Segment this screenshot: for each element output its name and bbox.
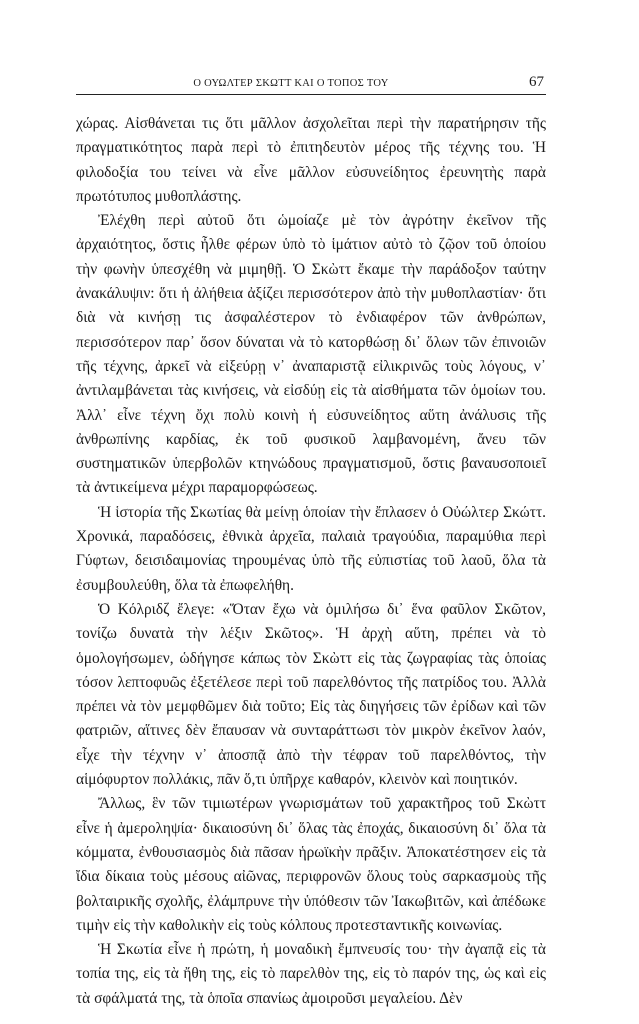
paragraph-2: Ἐλέχθη περὶ αὐτοῦ ὅτι ὡμοίαζε μὲ τὸν ἀγρότην ἐκεῖνον τῆς ἀρχαιότητος, ὅστις ἦλθε φέρων ὑπὸ τὸ ἱμάτιον αὐτὸ τὸ ζῷον τοῦ ὁποίου τὴν φωνὴν ὑπεσχέθη νὰ μιμηθῇ. Ὁ Σκὼττ ἔκαμε τὴν παράδοξον ταύτην ἀνακάλυψιν: ὅτι ἡ ἀλήθεια ἀξίζει περισσότερον ἀπὸ τὴν μυθοπλαστίαν· ὅτι διὰ νὰ κινήσῃ τις ἀσφαλέστερον τὸ ἐνδιαφέρον τῶν ἀνθρώπων, περισσότερον παρ᾽ ὅσον δύναται νὰ τὸ κατορθώσῃ δι᾽ ὅλων τῶν ἐπινοιῶν τῆς τέχνης, ἀρκεῖ νὰ εἰξεύρῃ ν᾽ ἀναπαριστᾷ εἰλικρινῶς τοὺς λόγους, ν᾽ ἀντιλαμβάνεται τὰς κινήσεις, νὰ εἰσδύῃ εἰς τὰ αἰσθήματα τῶν ὁμοίων του. Ἀλλ᾽ εἶνε τέχνη ὄχι πολὺ κοινὴ ἡ εὐσυνείδητος αὕτη ἀνάλυσις τῆς ἀνθρωπίνης καρδίας, ἐκ τοῦ φυσικοῦ λαμβανομένη, ἄνευ τῶν συστηματικῶν ὑπερβολῶν κτηνώδους πραγματισμοῦ, ὅστις βαναυσοποιεῖ τὰ ἀντικείμενα μέχρι παραμορφώσεως. (76, 212, 546, 497)
page-header (76, 74, 546, 96)
body-text (76, 112, 546, 1011)
page-number: 67 (529, 74, 544, 90)
header-rule (76, 94, 546, 95)
paragraph-6: Ἡ Σκωτία εἶνε ἡ πρώτη, ἡ μοναδικὴ ἔμπνευσίς του· τὴν ἀγαπᾷ εἰς τὰ τοπία της, εἰς τὰ ἤθη της, εἰς τὸ παρελθὸν της, εἰς τὸ παρόν της, ὡς καὶ εἰς τὰ σφάλματά της, τὰ ὁποῖα σπανίως ἀμοιροῦσι μεγαλείου. Δὲν (76, 941, 546, 1007)
paragraph-1: χώρας. Αἰσθάνεται τις ὅτι μᾶλλον ἀσχολεῖται περὶ τὴν παρατήρησιν τῆς πραγματικότητος παρὰ περὶ τὸ ἐπιτηδευτὸν μέρος τῆς τέχνης του. Ἡ φιλοδοξία του τείνει νὰ εἶνε μᾶλλον εὐσυνείδητος ἐρευνητὴς παρὰ πρωτότυπος μυθοπλάστης. (76, 115, 546, 205)
paragraph-3: Ἡ ἱστορία τῆς Σκωτίας θὰ μείνῃ ὁποίαν τὴν ἔπλασεν ὁ Οὐώλτερ Σκώττ. Χρονικά, παραδόσεις, ἐθνικὰ ἀρχεῖα, παλαιὰ τραγούδια, παραμύθια περὶ Γύφτων, δεισιδαιμονίας τηρουμένας ὑπὸ τῆς εὐπιστίας τοῦ λαοῦ, ὅλα τὰ ἐσυμβουλεύθη, ὅλα τὰ ἐπωφελήθη. (76, 503, 546, 594)
paragraph-4: Ὁ Κόλριδζ ἔλεγε: «Ὅταν ἔχω νὰ ὁμιλήσω δι᾽ ἕνα φαῦλον Σκῶτον, τονίζω δυνατὰ τὴν λέξιν Σκῶτος». Ἡ ἀρχὴ αὕτη, πρέπει νὰ τὸ ὁμολογήσωμεν, ὡδήγησε κάπως τὸν Σκὼττ εἰς τὰς ζωγραφίας τὰς ὁποίας τόσον λεπτοφυῶς ἐξετέλεσε περὶ τοῦ παρελθόντος τῆς πατρίδος του. Ἀλλὰ πρέπει νὰ τὸν μεμφθῶμεν διὰ τοῦτο; Εἰς τὰς διηγήσεις τῶν ἐρίδων καὶ τῶν φατριῶν, αἵτινες δὲν ἔπαυσαν νὰ συνταράττωσι τὸν μικρὸν ἐκεῖνον λαόν, εἶχε τὴν τέχνην ν᾽ ἀποσπᾷ ἀπὸ τὴν τέφραν τοῦ παρελθόντος, τὴν αἱμόφυρτον πολλάκις, πᾶν ὅ,τι ὑπῆρχε καθαρόν, κλεινὸν καὶ ποιητικόν. (76, 600, 546, 789)
paragraph-5: Ἄλλως, ἓν τῶν τιμιωτέρων γνωρισμάτων τοῦ χαρακτῆρος τοῦ Σκὼττ εἶνε ἡ ἀμεροληψία· δικαιοσύνη δι᾽ ὅλας τὰς ἐποχάς, δικαιοσύνη δι᾽ ὅλα τὰ κόμματα, ἐνθουσιασμὸς διὰ πᾶσαν ἡρωϊκὴν πρᾶξιν. Ἀποκατέστησεν εἰς τὰ ἴδια δίκαια τοὺς μέσους αἰῶνας, περιφρονῶν ὅλους τοὺς σαρκασμοὺς τῆς βολταιρικῆς σχολῆς, ἐλάμπρυνε τὴν ὑπόθεσιν τῶν Ἰακωβιτῶν, καὶ ἀπέδωκε τιμὴν εἰς τὴν καθολικὴν εἰς τοὺς κόλπους προτεσταντικῆς κοινωνίας. (76, 795, 546, 934)
running-head: Ο ΟΥΩΛΤΕΡ ΣΚΩΤΤ ΚΑΙ Ο ΤΟΠΟΣ ΤΟΥ (193, 78, 389, 89)
